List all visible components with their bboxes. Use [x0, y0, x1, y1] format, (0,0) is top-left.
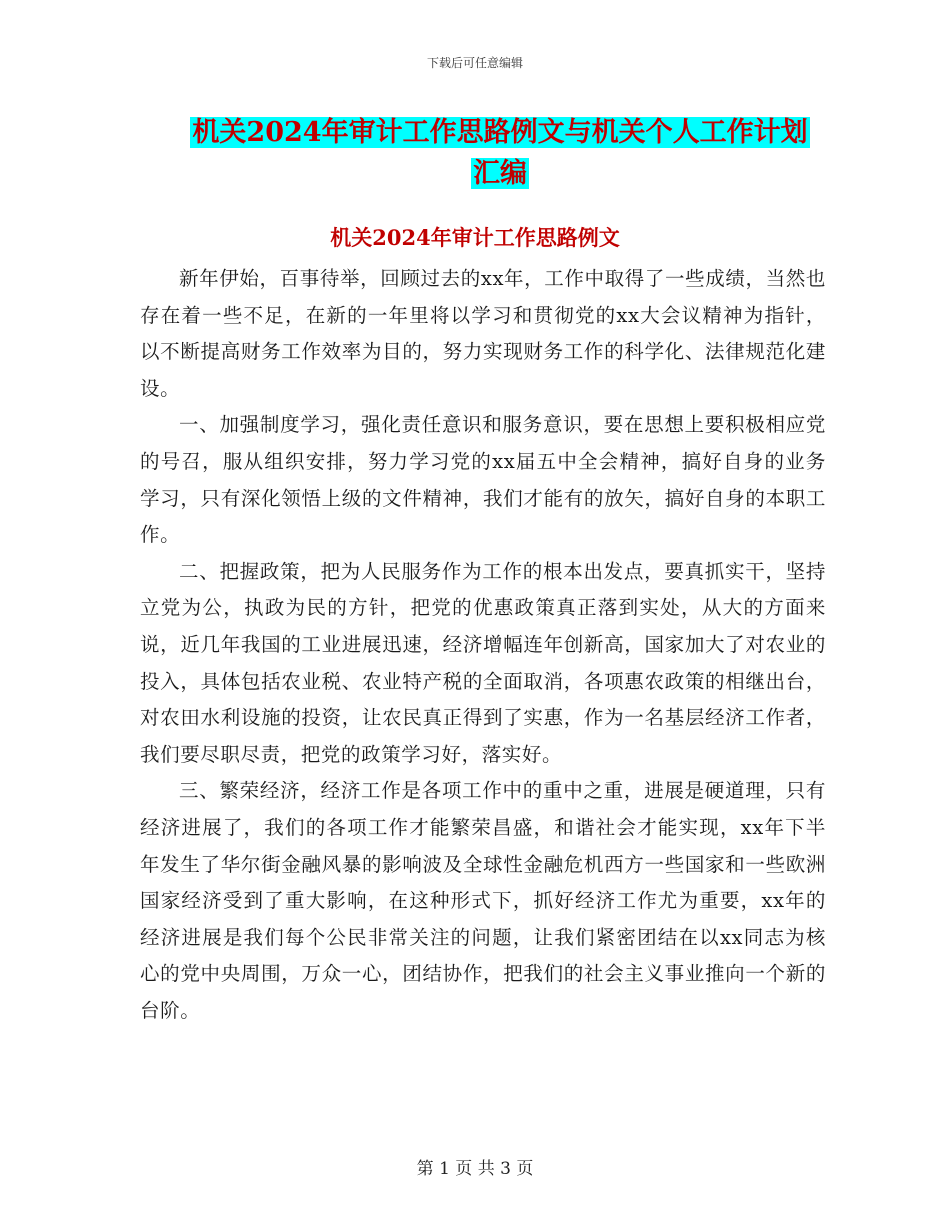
paragraph-intro: 新年伊始，百事待举，回顾过去的xx年，工作中取得了一些成绩，当然也存在着一些不足，在新的一年里将以学习和贯彻党的xx大会议精神为指针，以不断提高财务工作效率为目的，努力实现财务工作的科学化、法律规范化建设。	[140, 267, 826, 400]
page-number-footer: 第 1 页 共 3 页	[416, 1159, 534, 1179]
document-body	[140, 261, 826, 1029]
header-note: 下载后可任意编辑	[426, 56, 523, 70]
document-title-text: 机关2024年审计工作思路例文与机关个人工作计划汇编	[192, 117, 808, 189]
section-title: 机关2024年审计工作思路例文	[330, 225, 620, 250]
paragraph-point-2: 二、把握政策，把为人民服务作为工作的根本出发点，要真抓实干，坚持立党为公，执政为民的方针，把党的优惠政策真正落到实处，从大的方面来说，近几年我国的工业进展迅速，经济增幅连年创新高，国家加大了对农业的投入，具体包括农业税、农业特产税的全面取消，各项惠农政策的相继出台，对农田水利设施的投资，让农民真正得到了实惠，作为一名基层经济工作者，我们要尽职尽责，把党的政策学习好，落实好。	[140, 559, 826, 766]
paragraph-point-1: 一、加强制度学习，强化责任意识和服务意识，要在思想上要积极相应党的号召，服从组织安排，努力学习党的xx届五中全会精神，搞好自身的业务学习，只有深化领悟上级的文件精神，我们才能有的放矢，搞好自身的本职工作。	[140, 413, 826, 547]
paragraph-point-3: 三、繁荣经济，经济工作是各项工作中的重中之重，进展是硬道理，只有经济进展了，我们的各项工作才能繁荣昌盛，和谐社会才能实现，xx年下半年发生了华尔街金融风暴的影响波及全球性金融危机西方一些国家和一些欧洲国家经济受到了重大影响，在这种形式下，抓好经济工作尤为重要，xx年的经济进展是我们每个公民非常关注的问题，让我们紧密团结在以xx同志为核心的党中央周围，万众一心，团结协作，把我们的社会主义事业推向一个新的台阶。	[140, 779, 826, 1022]
document-title	[185, 112, 815, 194]
